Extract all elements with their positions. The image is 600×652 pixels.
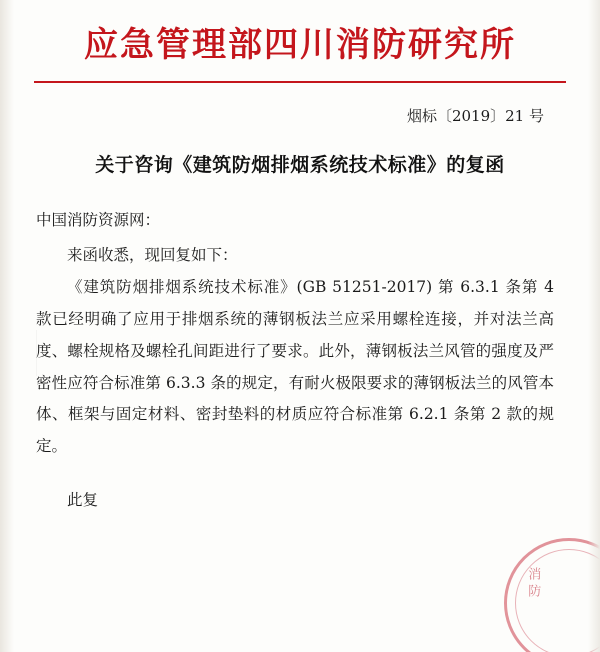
official-seal — [504, 538, 600, 652]
closing-line: 此复 — [67, 490, 99, 509]
document-title: 关于咨询《建筑防烟排烟系统技术标准》的复函 — [95, 154, 505, 177]
document-number: 烟标〔2019〕21 号 — [406, 107, 544, 126]
organization-name: 应急管理部四川消防研究所 — [84, 25, 516, 65]
addressee-line: 中国消防资源网： — [36, 210, 161, 229]
body-paragraph-2: 《建筑防烟排烟系统技术标准》(GB 51251-2017) 第 6.3.1 条第 4 款已经明确了应用于排烟系统的薄钢板法兰应采用螺栓连接，并对法兰高度、螺栓规格及螺栓孔间距进行了要求。此外，薄钢板法兰风管的强度及严密性应符合标准第 6.3.3 条的规定，有耐火极限要求的薄钢板法兰的风管本体、框架与固定材料、密封垫料的材质应符合标准第 6.2.1 条第 2 款的规定。 — [36, 278, 554, 456]
letterhead — [0, 0, 600, 65]
seal-text: 消防 — [525, 567, 541, 601]
letterhead-divider — [34, 81, 566, 83]
body-paragraph-1: 来函收悉，现回复如下： — [67, 246, 238, 265]
document-body — [36, 205, 554, 517]
seal-inner-ring — [515, 549, 600, 652]
